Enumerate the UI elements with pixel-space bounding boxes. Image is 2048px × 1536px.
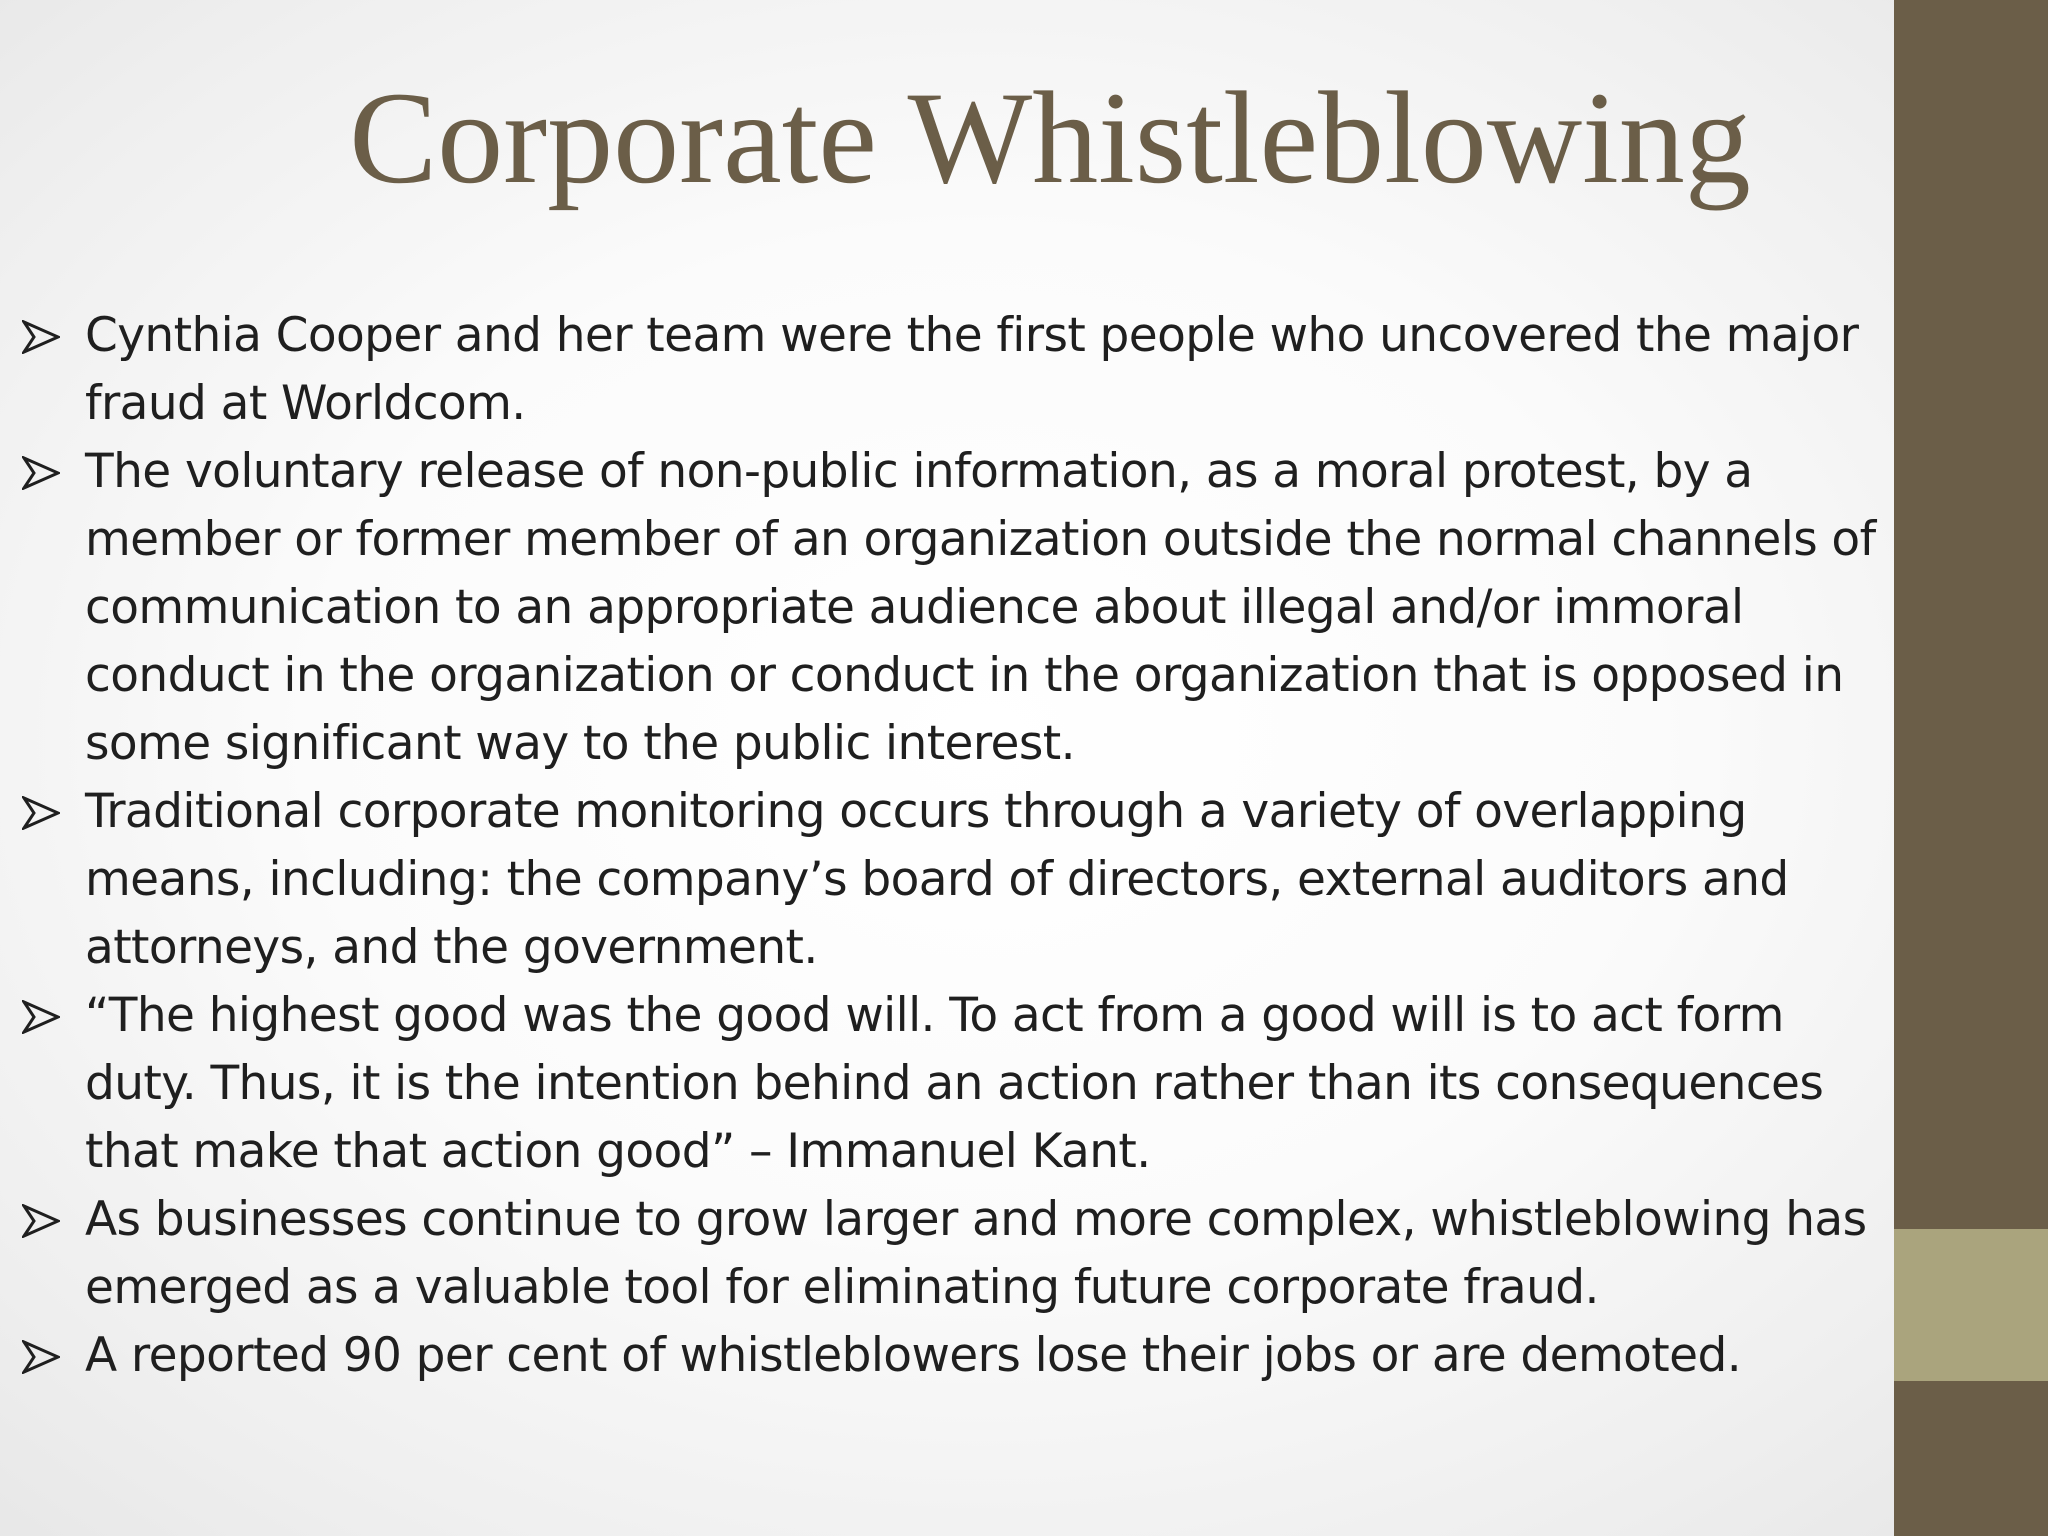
bullet-text: Cynthia Cooper and her team were the first people who uncovered the major fraud at Worldcom. — [85, 308, 1859, 431]
bullet-item — [0, 1322, 1880, 1390]
arrowhead-bullet-icon — [22, 320, 60, 354]
arrowhead-bullet-icon — [22, 456, 60, 490]
bullet-item — [0, 302, 1880, 438]
bullet-text: A reported 90 per cent of whistleblowers lose their jobs or are demoted. — [85, 1328, 1742, 1383]
arrowhead-bullet-icon — [22, 796, 60, 830]
bullet-item — [0, 1186, 1880, 1322]
arrowhead-bullet-icon — [22, 1204, 60, 1238]
arrowhead-bullet-icon — [22, 1000, 60, 1034]
bullet-text: “The highest good was the good will. To act from a good will is to act form duty. Thus, it is the intention behind an action rather than its consequences that make that action good” – Immanuel Kant. — [85, 988, 1824, 1179]
bullet-item — [0, 778, 1880, 982]
bullet-item — [0, 982, 1880, 1186]
side-bar-accent — [1894, 1229, 2048, 1381]
bullet-item — [0, 438, 1880, 778]
slide-title: Corporate Whistleblowing — [349, 64, 1751, 211]
bullet-text: As businesses continue to grow larger and more complex, whistleblowing has emerged as a valuable tool for eliminating future corporate fraud. — [85, 1192, 1867, 1315]
bullet-text: Traditional corporate monitoring occurs through a variety of overlapping means, including: the company’s board of directors, external auditors and attorneys, and the government. — [85, 784, 1789, 975]
arrowhead-bullet-icon — [22, 1340, 60, 1374]
bullet-list — [0, 302, 1880, 1390]
bullet-text: The voluntary release of non-public information, as a moral protest, by a member or former member of an organization outside the normal channels of communication to an appropriate audience about illegal and/or immoral conduct in the organization or conduct in the organization that is opposed in some significant way to the public interest. — [85, 444, 1876, 771]
